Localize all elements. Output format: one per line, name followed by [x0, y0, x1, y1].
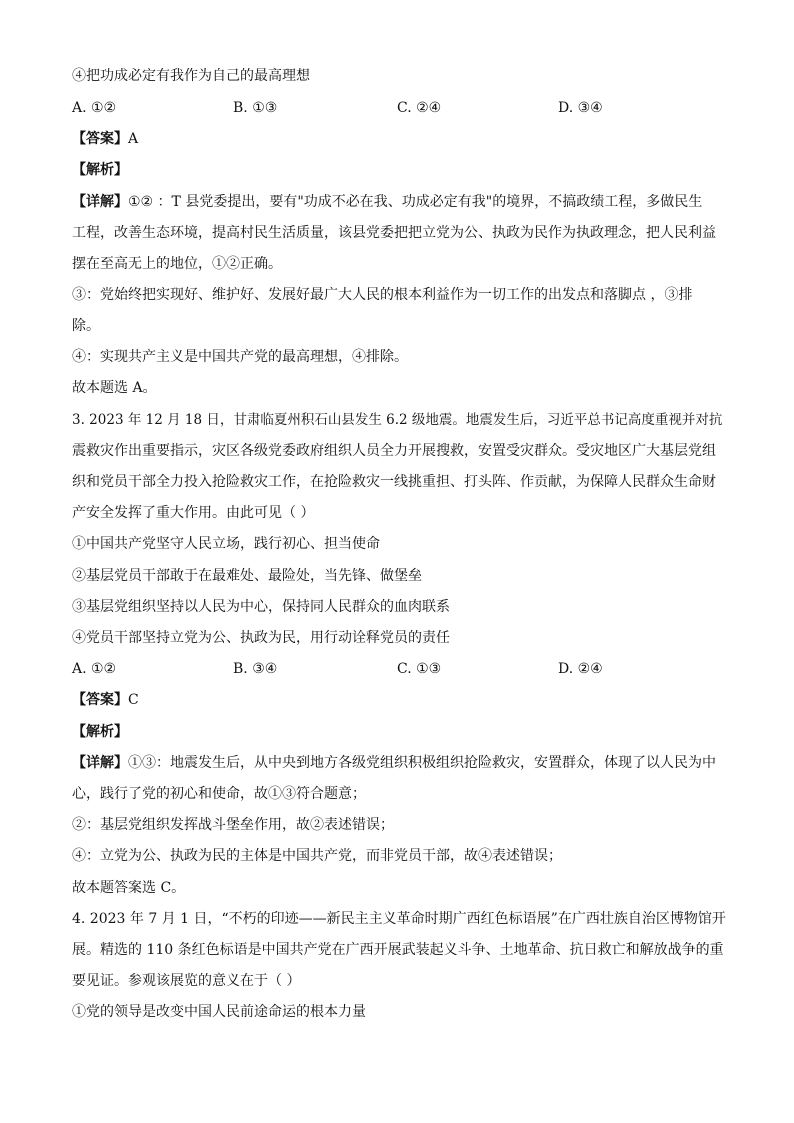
question3-detail-line [72, 753, 732, 773]
question2-options [72, 98, 732, 118]
question3-item-3: ③基层党组织坚持以人民为中心，保持同人民群众的血肉联系 [72, 599, 450, 615]
detail-text: ①② ：T 县党委提出，要有"功成不必在我、功成必定有我"的境界，不搞政绩工程，多做民生 [128, 194, 703, 210]
option-c: C. ①③ [397, 661, 442, 677]
question4-stem-line: 4. 2023 年 7 月 1 日，“不朽的印迹——新民主主义革命时期广西红色标语展”在广西壮族自治区博物馆开 [72, 911, 726, 927]
question3-options [72, 659, 732, 679]
question3-stem-line: 织和党员干部全力投入抢险救灾工作，在抢险救灾一线挑重担、打头阵、作贡献，为保障人民群众生命财 [72, 474, 716, 490]
detail-label: 【详解】 [72, 194, 128, 210]
question3-item-2: ②基层党员干部敢于在最难处、最险处，当先锋、做堡垒 [72, 568, 422, 584]
option-a: A. ①② [72, 661, 117, 677]
question3-detail-line: ②：基层党组织发挥战斗堡垒作用，故②表述错误； [72, 817, 394, 833]
question3-conclusion: 故本题答案选 C。 [72, 880, 186, 896]
question2-detail-line: 除。 [72, 318, 100, 334]
question4-stem-line: 展。精选的 110 条红色标语是中国共产党在广西开展武装起义斗争、土地革命、抗日救亡和解放战争的重 [72, 942, 724, 958]
question4-item-1: ①党的领导是改变中国人民前途命运的根本力量 [72, 1004, 366, 1020]
question2-item-4: ④把功成必定有我作为自己的最高理想 [72, 68, 310, 84]
option-c: C. ②④ [397, 100, 442, 116]
detail-label: 【详解】 [72, 755, 128, 771]
option-b: B. ①③ [233, 100, 278, 116]
option-a: A. ①② [72, 100, 117, 116]
question2-detail-line: 工程，改善生态环境，提高村民生活质量，该县党委把把立党为公、执政为民作为执政理念，把人民利益 [72, 225, 716, 241]
question2-detail-line [72, 192, 732, 212]
question3-detail-line: 心，践行了党的初心和使命，故①③符合题意； [72, 786, 366, 802]
question2-detail-line: 摆在至高无上的地位，①②正确。 [72, 256, 282, 272]
answer-value: A [128, 131, 139, 147]
question4-stem-line: 要见证。参观该展览的意义在于（ ） [72, 973, 301, 989]
question3-item-1: ①中国共产党坚守人民立场，践行初心、担当使命 [72, 536, 380, 552]
question3-detail-line: ④：立党为公、执政为民的主体是中国共产党，而非党员干部，故④表述错误； [72, 848, 562, 864]
detail-text: ①③：地震发生后，从中央到地方各级党组织积极组织抢险救灾，安置群众，体现了以人民为中 [128, 755, 716, 771]
question3-item-4: ④党员干部坚持立党为公、执政为民，用行动诠释党员的责任 [72, 630, 450, 646]
answer-label: 【答案】 [72, 692, 128, 708]
question3-answer [72, 690, 732, 710]
question2-conclusion: 故本题选 A。 [72, 380, 157, 396]
question3-analysis-label: 【解析】 [72, 724, 128, 740]
question2-detail-line: ③：党始终把实现好、维护好、发展好最广大人民的根本利益作为一切工作的出发点和落脚点 ，③排 [72, 287, 693, 303]
question3-stem-line: 震救灾作出重要指示，灾区各级党委政府组织人员全力开展搜救，安置受灾群众。受灾地区广大基层党组 [72, 443, 716, 459]
option-b: B. ③④ [233, 661, 278, 677]
question2-detail-line: ④：实现共产主义是中国共产党的最高理想，④排除。 [72, 349, 408, 365]
question2-answer [72, 129, 732, 149]
option-d: D. ③④ [558, 100, 603, 116]
answer-value: C [128, 692, 139, 708]
question3-stem-line: 3. 2023 年 12 月 18 日，甘肃临夏州积石山县发生 6.2 级地震。地震发生后，习近平总书记高度重视并对抗 [72, 412, 723, 428]
answer-label: 【答案】 [72, 131, 128, 147]
question3-stem-line: 产安全发挥了重大作用。由此可见（ ） [72, 505, 315, 521]
question2-analysis-label: 【解析】 [72, 162, 128, 178]
option-d: D. ②④ [558, 661, 603, 677]
